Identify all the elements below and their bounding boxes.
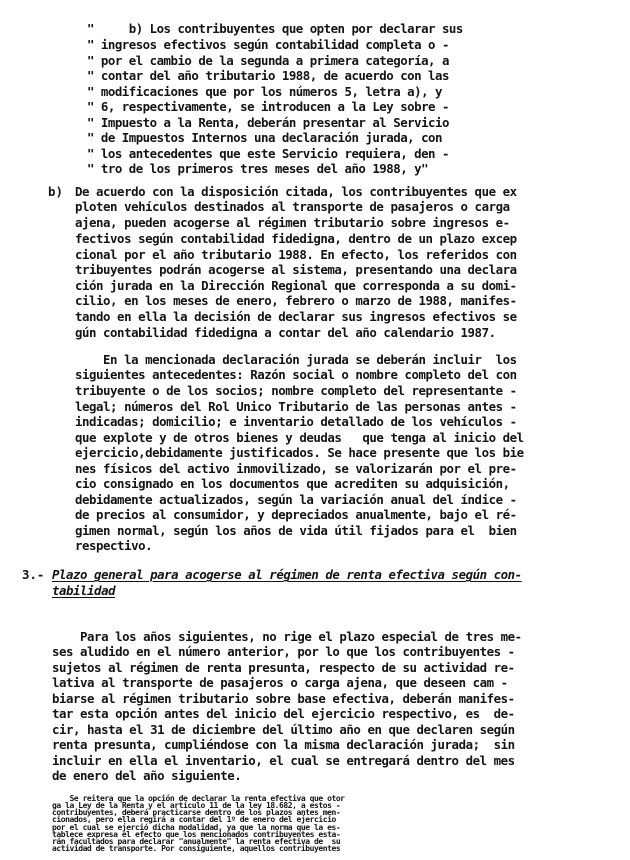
- paragraph-line: legal; números del Rol Unico Tributario de las personas antes -: [75, 399, 517, 414]
- paragraph-line: cio consignado en los documentos que acrediten su adquisición,: [75, 476, 510, 491]
- paragraph-line: Para los años siguientes, no rige el plazo especial de tres me-: [52, 629, 522, 644]
- paragraph-line: Se reitera que la opción de declarar la renta efectiva que otor: [52, 794, 345, 803]
- paragraph-line: cionados, pero ella regirá a contar del 1º de enero del ejercicio: [52, 815, 336, 825]
- paragraph-line: siguientes antecedentes: Razón social o nombre completo del con: [75, 367, 517, 382]
- paragraph-line: nes físicos del activo inmovilizado, se valorizarán por el pre-: [75, 461, 517, 476]
- quote-line: " b) Los contribuyentes que opten por declarar sus: [87, 21, 463, 36]
- quote-line: " ingresos efectivos según contabilidad completa o -: [87, 37, 449, 52]
- paragraph-line: cional por el año tributario 1988. En efecto, los referidos con: [75, 247, 517, 262]
- paragraph-line: tando en ella la decisión de declarar sus ingresos efectivos se: [75, 309, 517, 324]
- paragraph-line: cilio, en los meses de enero, febrero o marzo de 1988, manifes-: [75, 293, 517, 308]
- paragraph-line: contribuyentes, deberá practicarse dentro de los plazos antes men-: [52, 808, 341, 818]
- paragraph-line: ga la Ley de la Renta y el artículo 11 de la ley 18.682, a estos -: [52, 801, 341, 811]
- paragraph-line: biarse al régimen tributario sobre base efectiva, deberán manifes-: [52, 691, 515, 706]
- paragraph-line: ejercicio,debidamente justificados. Se hace presente que los bie: [75, 445, 524, 460]
- quote-line: " tro de los primeros tres meses del año 1988, y": [87, 161, 429, 176]
- paragraph-line: En la mencionada declaración jurada se deberán incluir los: [75, 352, 517, 367]
- quote-line: " de Impuestos Internos una declaración jurada, con: [87, 130, 442, 145]
- paragraph-line: de precios al consumidor, y depreciados anualmente, bajo el ré-: [75, 507, 517, 522]
- paragraph-line: tribuyente o de los socios; nombre completo del representante -: [75, 383, 517, 398]
- paragraph-line: sujetos al régimen de renta presunta, respecto de su actividad re-: [52, 660, 515, 675]
- paragraph-line: ajena, pueden acogerse al régimen tributario sobre ingresos e-: [75, 215, 510, 230]
- quote-line: " 6, respectivamente, se introducen a la Ley sobre -: [87, 99, 449, 114]
- section-number: 3.-: [22, 567, 45, 582]
- paragraph-line: rán facultados para declarar "anualmente" la renta efectiva de su: [52, 836, 341, 846]
- quote-line: " modificaciones que por los números 5, letra a), y: [87, 84, 442, 99]
- paragraph-line: respectivo.: [75, 538, 153, 553]
- paragraph-line: incluir en ella el inventario, el cual se entregará dentro del mes: [52, 753, 515, 768]
- quote-line: " por el cambio de la segunda a primera categoría, a: [87, 53, 449, 68]
- paragraph-line: renta presunta, cumpliéndose con la misma declaración jurada; sin: [52, 737, 515, 752]
- paragraph-line: ción jurada en la Dirección Regional que corresponda a su domi-: [75, 278, 517, 293]
- quote-line: " contar del año tributario 1988, de acuerdo con las: [87, 68, 449, 83]
- paragraph-line: cir, hasta el 31 de diciembre del último año en que declaren según: [52, 722, 515, 737]
- paragraph-line: ploten vehículos destinados al transporte de pasajeros o carga: [75, 199, 510, 214]
- paragraph-line: debidamente actualizados, según la variación anual del índice -: [75, 492, 517, 507]
- section-heading: Plazo general para acogerse al régimen de renta efectiva según con-: [52, 567, 522, 582]
- paragraph-line: gún contabilidad fidedigna a contar del año calendario 1987.: [75, 325, 496, 340]
- paragraph-line: actividad de transporte. Por consiguiente, aquellos contribuyentes: [52, 844, 341, 853]
- paragraph-line: ses aludido en el número anterior, por lo que los contribuyentes -: [52, 644, 515, 659]
- paragraph-line: tar esta opción antes del inicio del ejercicio respectivo, es de-: [52, 706, 515, 721]
- paragraph-line: De acuerdo con la disposición citada, los contribuyentes que ex: [75, 184, 517, 199]
- section-heading: tabilidad: [52, 583, 116, 598]
- section-marker: b): [48, 184, 63, 199]
- paragraph-line: por el cual se ejerció dicha modalidad, ya que la norma que la es-: [52, 822, 341, 832]
- paragraph-line: indicadas; domicilio; e inventario detallado de los vehículos -: [75, 414, 517, 429]
- paragraph-line: fectivos según contabilidad fidedigna, dentro de un plazo excep: [75, 231, 517, 246]
- paragraph-line: tribuyentes podrán acogerse al sistema, presentando una declara: [75, 262, 517, 277]
- quote-line: " Impuesto a la Renta, deberán presentar al Servicio: [87, 115, 449, 130]
- paragraph-line: gimen normal, según los años de vida útil fijados para el bien: [75, 523, 517, 538]
- quote-line: " los antecedentes que este Servicio requiera, den -: [87, 146, 449, 161]
- paragraph-line: que explote y de otros bienes y deudas que tenga al inicio del: [75, 430, 524, 445]
- paragraph-line: de enero del año siguiente.: [52, 768, 242, 783]
- paragraph-line: tablece expresa el efecto que los mencionados contribuyentes esta-: [52, 829, 341, 839]
- paragraph-line: lativa al transporte de pasajeros o carga ajena, que deseen cam -: [52, 675, 508, 690]
